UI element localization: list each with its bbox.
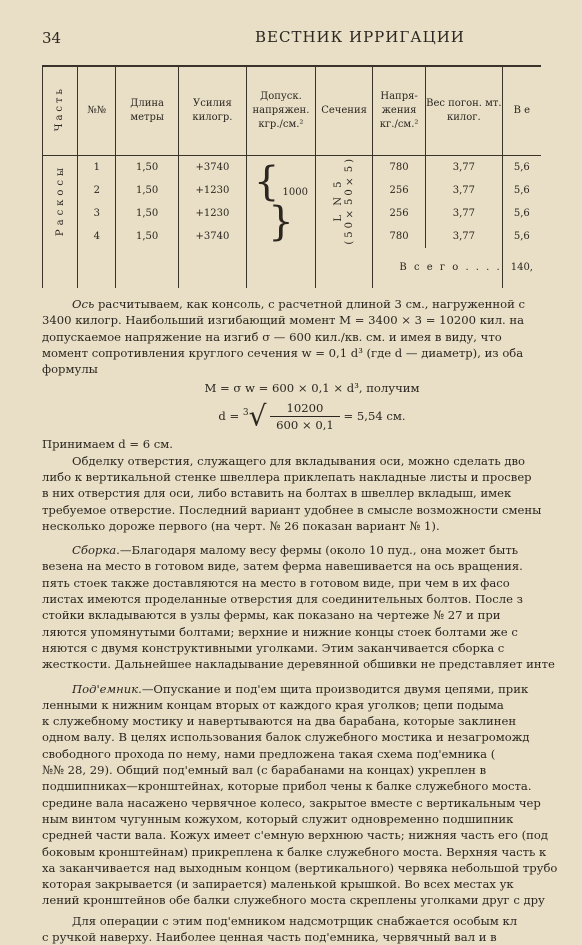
cell-weight: 3,77 (426, 225, 503, 248)
page-number: 34 (42, 29, 62, 47)
text-line: с ручкой наверху. Наиболее ценная часть под'емника, червячный вал и в (42, 929, 497, 944)
cell-num: 2 (78, 179, 116, 202)
text-line: везена на место в готовом виде, затем ферма навешивается на ось вращения. (42, 559, 523, 574)
header-stress: Напря- жения кг./см.² (373, 66, 426, 156)
cell-stress: 780 (373, 156, 426, 179)
truss-calculation-table (42, 65, 541, 288)
text-line: Для операции с этим под'емником надсмотрщик снабжается особым кл (72, 913, 518, 928)
total-label: В с е г о . . . . (373, 248, 503, 288)
cell-length: 1,50 (116, 156, 179, 179)
cell-total: 5,6 (502, 179, 541, 202)
text-line: допускаемое напряжение на изгиб σ — 600 кил./кв. см. и имея в виду, что (42, 329, 502, 344)
cell-total: 5,6 (502, 202, 541, 225)
text-line: №№ 28, 29). Общий под'емный вал (с барабанами на концах) укреплен в (42, 763, 487, 778)
cell-stress: 780 (373, 225, 426, 248)
paragraph-title-assembly: Сборка. (72, 543, 120, 558)
table-total-row (43, 248, 542, 288)
text-line: Принимаем d = 6 см. (42, 437, 173, 452)
text-line: жесткости. Дальнейшее накладывание деревянной обшивки не представляет инте (42, 657, 555, 672)
text-line: в них отверстия для оси, либо вставить на болтах в швеллер вкладыш, имек (42, 486, 512, 501)
text-line: расчитываем, как консоль, с расчетной длиной 3 см., нагруженной с (94, 297, 525, 311)
text-line: требуемое отверстие. Последний вариант удобнее в смысле возможности смены (42, 502, 542, 517)
cell-length: 1,50 (116, 225, 179, 248)
header-weight: Вес погон. мт. килог. (426, 66, 503, 156)
text-line: лений кронштейнов обе балки служебного моста скреплены уголками друг с дру (42, 893, 545, 908)
cell-stress: 256 (373, 202, 426, 225)
page-header (0, 27, 541, 47)
text-line: формулы (42, 362, 98, 377)
text-line: которая закрывается (и запирается) маленькой крышкой. Во всех местах ук (42, 877, 514, 892)
cell-num: 1 (78, 156, 116, 179)
text-line: няются с двумя конструктивными уголками. Этим заканчивается сборка с (42, 640, 505, 655)
text-line: 3400 килогр. Наибольший изгибающий момент M = 3400 × 3 = 10200 кил. на (42, 313, 525, 328)
cell-weight: 3,77 (426, 156, 503, 179)
header-num: №№ (78, 66, 116, 156)
cell-weight: 3,77 (426, 179, 503, 202)
group-label: Раскосы (43, 156, 78, 248)
text-line: ха заканчивается над выходным концом (вертикального) червяка небольшой трубо (42, 860, 558, 875)
formula-diameter: d = $^3$√ $\frac{10200}{600 \times 0,1}$ = 5,54 см. (218, 399, 406, 433)
text-line: пять стоек также доставляются на место в готовом виде, при чем в их фасо (42, 575, 510, 590)
cell-total: 5,6 (502, 225, 541, 248)
paragraph-title-hoist: Под'емник. (72, 681, 142, 696)
text-line: к служебному мостику и навертываются на два барабана, которые заклинен (42, 714, 517, 729)
header-allowable: Допуск. напряжен. кгр./см.² (246, 66, 315, 156)
header-part: Часть (43, 66, 78, 156)
cell-allowable: { 1000 } (246, 156, 315, 248)
text-line: либо к вертикальной стенке швеллера приклепать накладные листы и просвер (42, 469, 532, 484)
cell-length: 1,50 (116, 202, 179, 225)
text-line: средней части вала. Кожух имеет с'емную верхнюю часть; нижняя часть его (под (42, 828, 548, 843)
text-line: стойки вкладываются в узлы фермы, как показано на чертеже № 27 и при (42, 608, 501, 623)
text-line: —Благодаря малому весу фермы (около 10 пуд., она может быть (119, 543, 519, 558)
running-title: ВЕСТНИК ИРРИГАЦИИ (255, 28, 465, 46)
header-length: Длина метры (116, 66, 179, 156)
header-force: Усилия килогр. (179, 66, 247, 156)
cell-section: L N 5 (50×50×5) (315, 156, 372, 248)
text-line: Обделку отверстия, служащего для вкладывания оси, можно сделать дво (72, 453, 526, 468)
text-line: ленными к нижним концам вторых от каждого края уголков; цепи подыма (42, 697, 504, 712)
text-line: —Опускание и под'ем щита производится двумя цепями, прик (141, 681, 529, 696)
table-row (43, 156, 542, 179)
total-value: 140, (502, 248, 541, 288)
header-section: Сечения (315, 66, 372, 156)
text-line: листах имеются проделанные отверстия для соединительных болтов. После з (42, 592, 523, 607)
cell-total: 5,6 (502, 156, 541, 179)
text-line: средине вала насажено червячное колесо, закрытое вместе с вертикальным чер (42, 795, 541, 810)
cell-force: +3740 (179, 225, 247, 248)
cell-weight: 3,77 (426, 202, 503, 225)
paragraph-title-axis: Ось (72, 297, 95, 311)
header-total-weight: В е (502, 66, 541, 156)
text-line: момент сопротивления круглого сечения w = 0,1 d³ (где d — диаметр), из оба (42, 345, 524, 360)
text-line: несколько дороже первого (на черт. № 26 показан вариант № 1). (42, 518, 440, 533)
text-line: боковым кронштейнам) прикреплена к балке служебного моста. Верхняя часть к (42, 844, 547, 859)
cell-force: +1230 (179, 179, 247, 202)
formula-moment: M = σ w = 600 × 0,1 × d³, получим (204, 381, 420, 396)
body-text (42, 296, 582, 945)
cell-num: 4 (78, 225, 116, 248)
text-line: подшипниках—кронштейнах, которые прибол чены к балке служебного моста. (42, 779, 532, 794)
text-line: свободного прохода по нему, нами предложена такая схема под'емника ( (42, 746, 496, 761)
text-line: одном валу. В целях использования балок служебного мостика и незагроможд (42, 730, 530, 745)
cell-length: 1,50 (116, 179, 179, 202)
text-line: ным винтом чугунным кожухом, который служит одновременно подшипник (42, 811, 514, 826)
cell-stress: 256 (373, 179, 426, 202)
cell-force: +1230 (179, 202, 247, 225)
cell-num: 3 (78, 202, 116, 225)
text-line: ляются упомянутыми болтами; верхние и нижние концы стоек болтами же с (42, 624, 518, 639)
cell-force: +3740 (179, 156, 247, 179)
